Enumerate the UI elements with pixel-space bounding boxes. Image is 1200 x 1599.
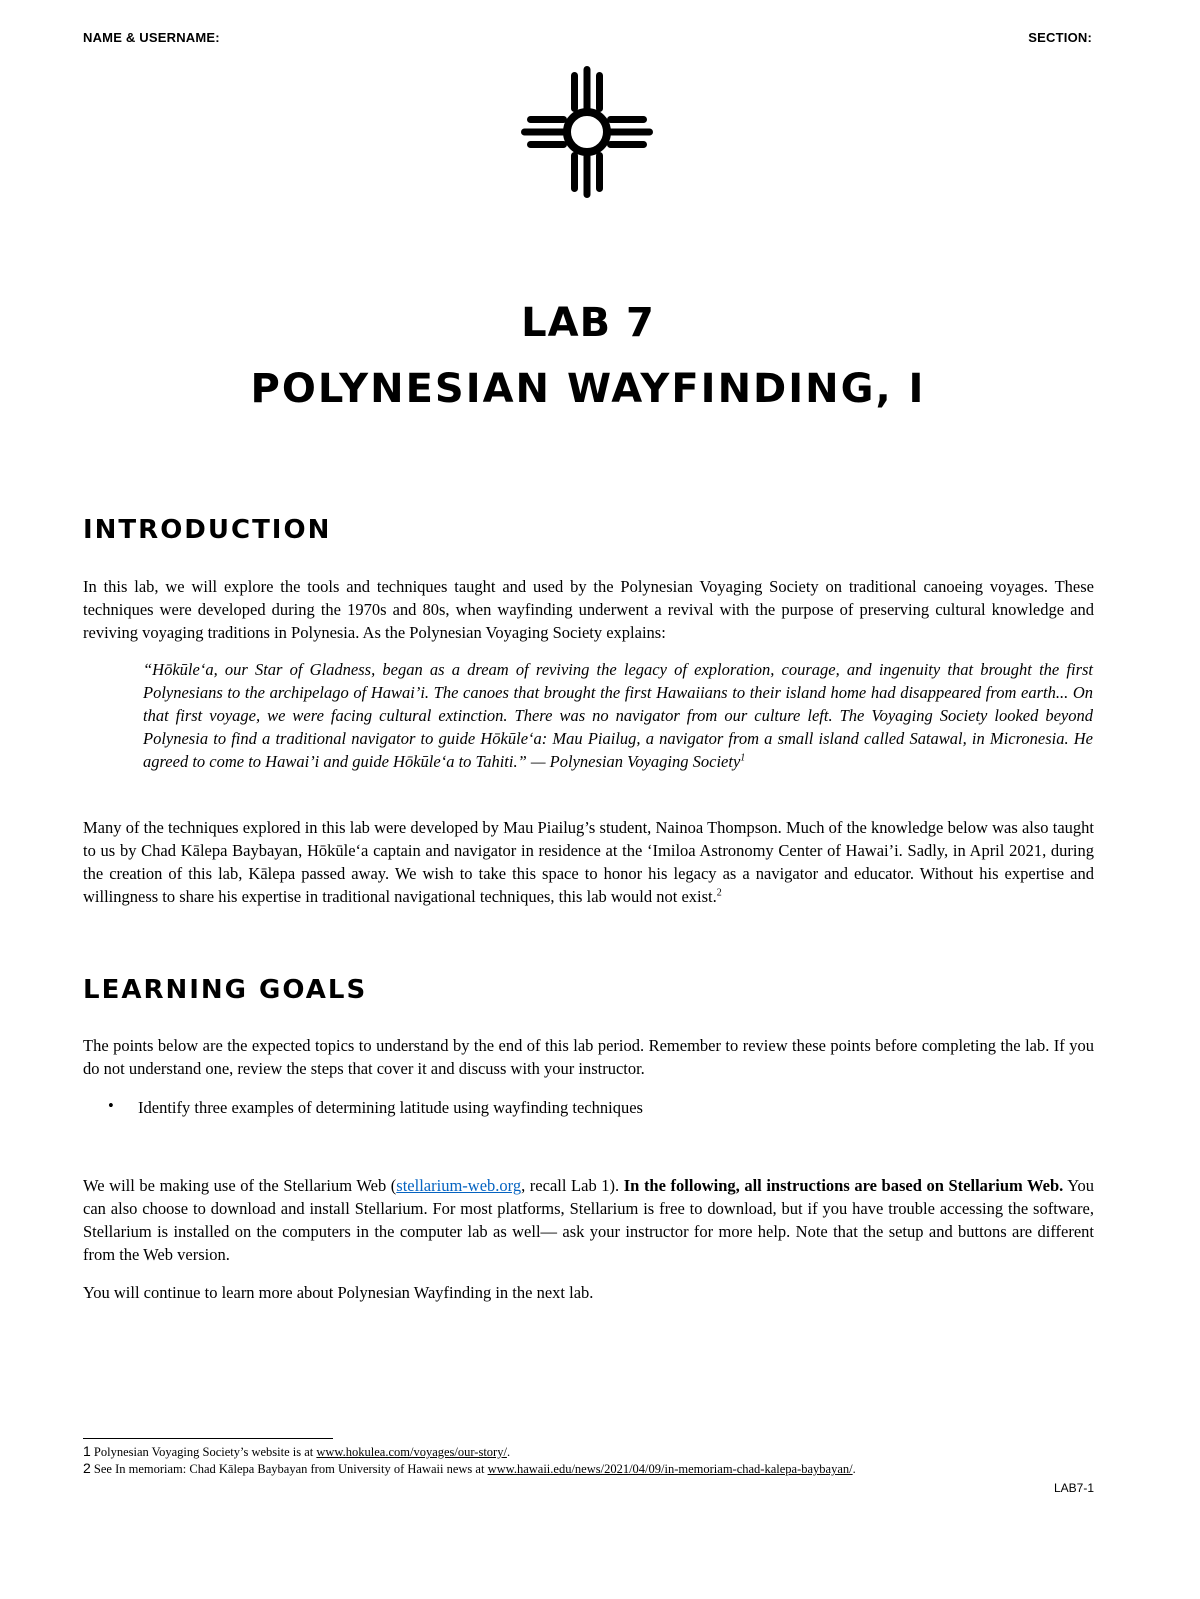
- introduction-heading: INTRODUCTION: [83, 515, 332, 545]
- footnote-ref-2: 2: [716, 887, 722, 899]
- learning-goals-heading: LEARNING GOALS: [83, 975, 368, 1005]
- footnote-1-end: .: [506, 1445, 511, 1459]
- footnote-ref-1: 1: [740, 752, 746, 764]
- name-username-label: NAME & USERNAME:: [83, 30, 220, 45]
- stellarium-web-link[interactable]: stellarium-web.org: [396, 1176, 522, 1195]
- section-label: SECTION:: [1028, 30, 1092, 45]
- lab-topic-title: POLYNESIAN WAYFINDING, I: [250, 366, 926, 412]
- footnote-1: [83, 1443, 510, 1460]
- learning-goals-paragraph: The points below are the expected topics to understand by the end of this lab period. Remember to review these points before completing the lab. If you do not understand one, review the steps that cover it and discuss with your instructor.: [83, 1036, 1094, 1078]
- footnote-2-link[interactable]: www.hawaii.edu/news/2021/04/09/in-memoriam-chad-kalepa-baybayan/: [487, 1462, 853, 1476]
- footnote-divider: [83, 1438, 333, 1439]
- lab-number-title: LAB 7: [521, 300, 655, 346]
- footnote-2-text: See In memoriam: Chad Kālepa Baybayan from University of Hawaii news at: [90, 1462, 488, 1476]
- techniques-paragraph: [83, 816, 1094, 908]
- footnote-2-end: .: [852, 1462, 856, 1476]
- stellarium-text-3: You can also choose to download and install Stellarium. For most platforms, Stellarium is free to download, but if you have trouble accessing the software, Stellarium is installed on the computers in the computer lab as well— ask your instructor for more help. Note that the setup and buttons are different from the Web version.: [83, 1176, 1095, 1264]
- pvs-quote: [143, 658, 1093, 773]
- page-number: LAB7-1: [1053, 1481, 1094, 1495]
- stellarium-text-1: We will be making use of the Stellarium Web (: [83, 1176, 397, 1195]
- learning-goal-item: Identify three examples of determining latitude using wayfinding techniques: [138, 1098, 643, 1117]
- footnote-1-number: 1: [83, 1443, 91, 1459]
- stellarium-bold-note: In the following, all instructions are based on Stellarium Web.: [623, 1176, 1064, 1195]
- stellarium-text-2: , recall Lab 1).: [521, 1176, 624, 1195]
- footnote-2: [83, 1460, 856, 1477]
- footnote-1-text: Polynesian Voyaging Society’s website is at: [90, 1445, 317, 1459]
- footnote-2-number: 2: [83, 1460, 91, 1476]
- stellarium-paragraph: [83, 1174, 1094, 1266]
- footnote-1-link[interactable]: www.hokulea.com/voyages/our-story/: [316, 1445, 507, 1459]
- introduction-paragraph: In this lab, we will explore the tools and techniques taught and used by the Polynesian Voyaging Society on traditional canoeing voyages. These techniques were developed during the 1970s and 80s, when wayfinding underwent a revival with the purpose of preserving cultural knowledge and reviving voyaging traditions in Polynesia. As the Polynesian Voyaging Society explains:: [83, 577, 1094, 642]
- closing-paragraph: You will continue to learn more about Polynesian Wayfinding in the next lab.: [83, 1283, 594, 1302]
- zia-sun-symbol-icon: [521, 66, 653, 198]
- bullet-icon: •: [108, 1096, 114, 1115]
- pvs-quote-text: “Hōkūle‘a, our Star of Gladness, began as a dream of reviving the legacy of exploration, courage, and ingenuity that brought the first Polynesians to the archipelago of Hawai’i. The canoes that brought the first Hawaiians to their island home had disappeared from earth... On that first voyage, we were facing cultural extinction. There was no navigator from our culture left. The Voyaging Society looked beyond Polynesia to find a traditional navigator to guide Hōkūle‘a: Mau Piailug, a navigator from a small island called Satawal, in Micronesia. He agreed to come to Hawai’i and guide Hōkūle‘a to Tahiti.” — Polynesian Voyaging Society: [143, 660, 1093, 771]
- techniques-paragraph-text: Many of the techniques explored in this lab were developed by Mau Piailug’s student, Nainoa Thompson. Much of the knowledge below was also taught to us by Chad Kālepa Baybayan, Hōkūle‘a captain and navigator in residence at the ‘Imiloa Astronomy Center of Hawai’i. Sadly, in April 2021, during the creation of this lab, Kālepa passed away. We wish to take this space to honor his legacy as a navigator and educator. Without his expertise and willingness to share his expertise in traditional navigational techniques, this lab would not exist.: [83, 818, 1094, 906]
